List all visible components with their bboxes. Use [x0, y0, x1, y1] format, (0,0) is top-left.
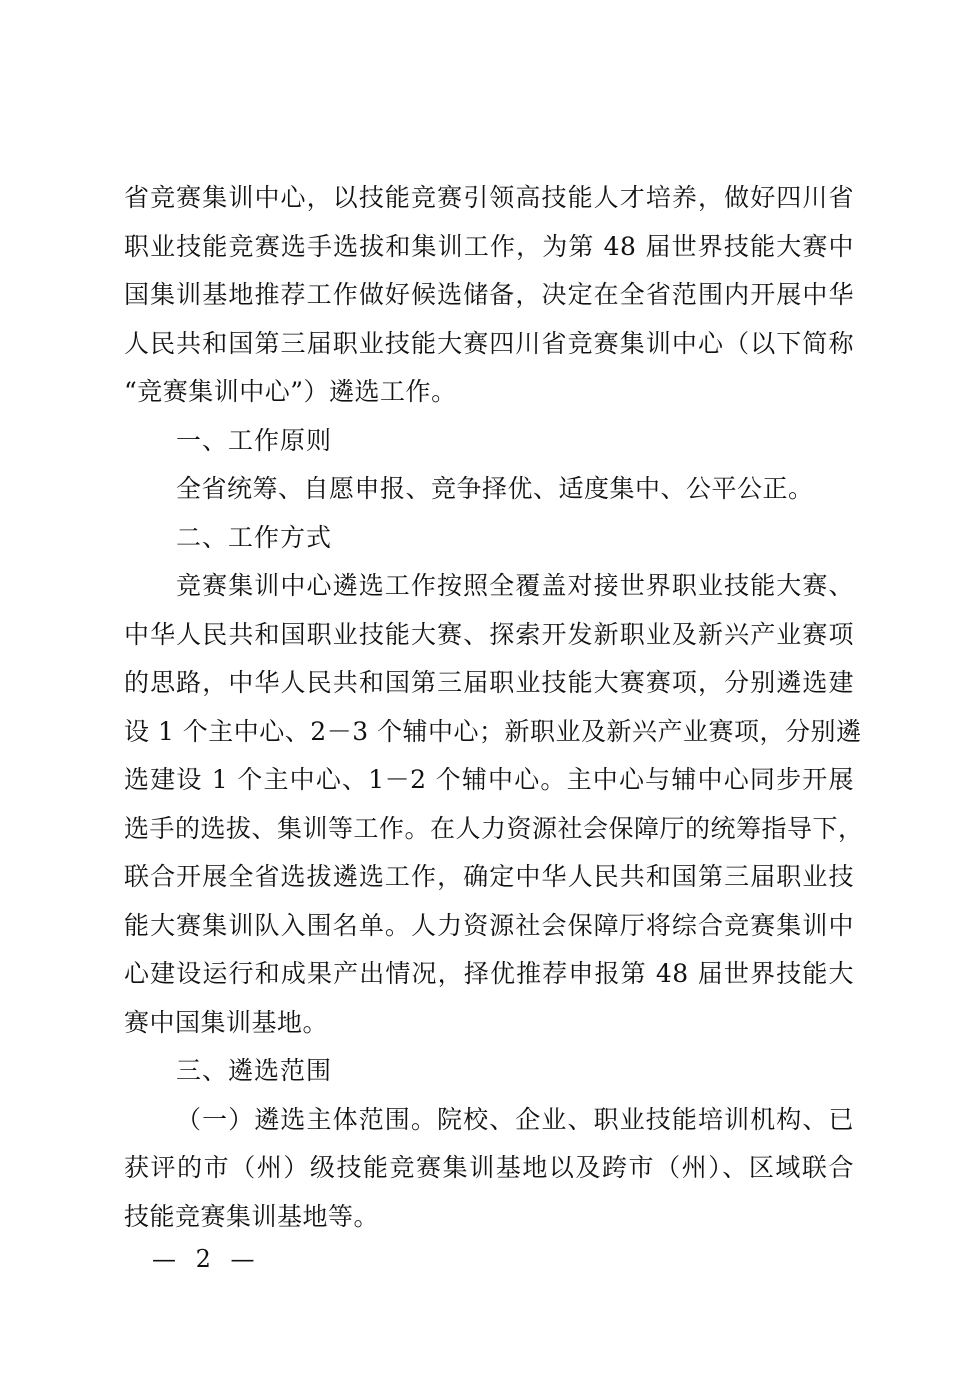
text-line: 选建设 1 个主中心、1－2 个辅中心。主中心与辅中心同步开展: [124, 765, 854, 794]
text-line: 国集训基地推荐工作做好候选储备，决定在全省范围内开展中华: [124, 280, 854, 309]
text-line: 全省统筹、自愿申报、竞争择优、适度集中、公平公正。: [176, 474, 814, 503]
section-heading-principles: 一、工作原则: [176, 425, 333, 455]
text-line: 联合开展全省选拔遴选工作，确定中华人民共和国第三届职业技: [124, 862, 854, 891]
text-line: 的思路，中华人民共和国第三届职业技能大赛赛项，分别遴选建: [124, 668, 854, 697]
text-line: 人民共和国第三届职业技能大赛四川省竞赛集训中心（以下简称: [124, 328, 854, 358]
text-line: 设 1 个主中心、2－3 个辅中心；新职业及新兴产业赛项，分别遴: [124, 716, 862, 746]
text-line: 获评的市（州）级技能竞赛集训基地以及跨市（州）、区域联合: [124, 1153, 854, 1182]
text-line: 省竞赛集训中心，以技能竞赛引领高技能人才培养，做好四川省: [124, 183, 854, 212]
section-heading-scope: 三、遴选范围: [176, 1056, 333, 1085]
page-number: — 2 —: [152, 1245, 261, 1273]
text-line: （一）遴选主体范围。院校、企业、职业技能培训机构、已: [176, 1104, 854, 1134]
text-line: 中华人民共和国职业技能大赛、探索开发新职业及新兴产业赛项: [124, 619, 854, 649]
text-line: 赛中国集训基地。: [124, 1007, 329, 1037]
text-line: “竞赛集训中心”）遴选工作。: [124, 377, 457, 406]
text-line: 技能竞赛集训基地等。: [124, 1201, 380, 1231]
section-heading-methods: 二、工作方式: [176, 522, 333, 552]
document-body: [124, 174, 864, 1241]
text-line: 职业技能竞赛选手选拔和集训工作，为第 48 届世界技能大赛中: [124, 231, 854, 261]
text-line: 竞赛集训中心遴选工作按照全覆盖对接世界职业技能大赛、: [176, 571, 854, 600]
text-line: 心建设运行和成果产出情况，择优推荐申报第 48 届世界技能大: [124, 959, 854, 988]
text-line: 能大赛集训队入围名单。人力资源社会保障厅将综合竞赛集训中: [124, 910, 854, 940]
text-line: 选手的选拔、集训等工作。在人力资源社会保障厅的统筹指导下，: [124, 813, 864, 843]
